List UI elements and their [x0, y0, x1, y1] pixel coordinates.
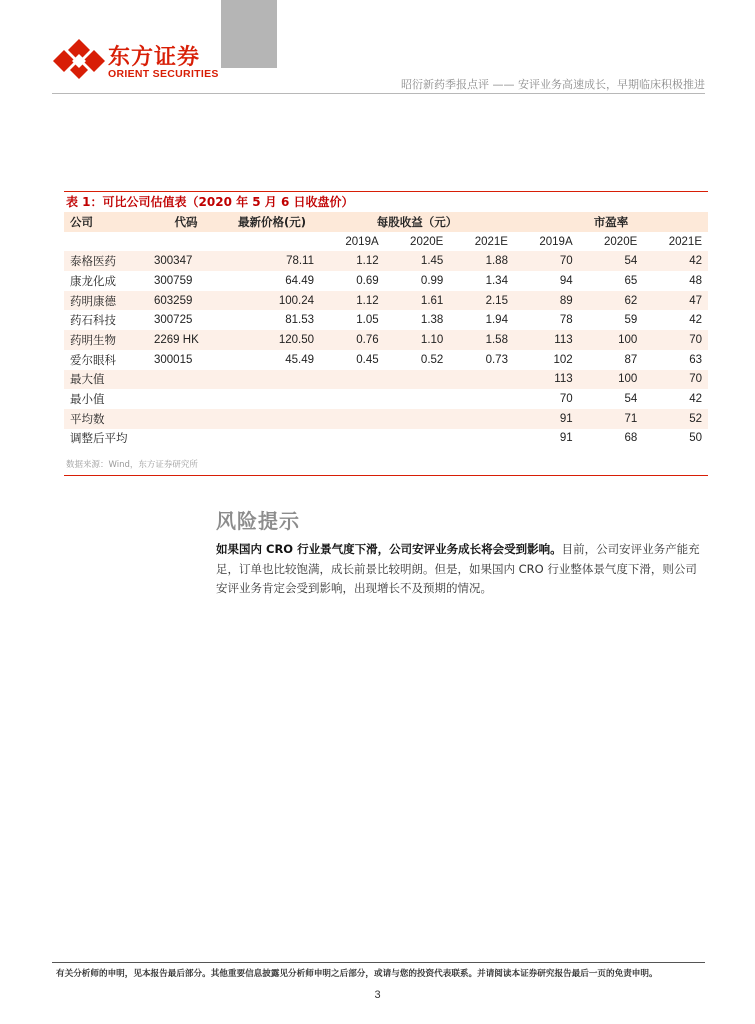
logo-text-en: ORIENT SECURITIES	[108, 68, 219, 80]
eps-cell: 1.88	[449, 251, 514, 271]
pe-cell: 78	[559, 314, 573, 327]
eps-cell: 0.99	[420, 274, 444, 287]
footer-divider	[52, 962, 705, 963]
price-cell: 78.11	[224, 251, 320, 271]
eps-cell: 0.69	[356, 274, 379, 287]
eps-cell: 1.10	[385, 330, 450, 350]
pe-cell: 48	[689, 274, 702, 287]
header-pe: 市盈率	[514, 212, 708, 232]
pe-cell: 42	[689, 314, 702, 327]
summary-label: 最小值	[70, 392, 105, 407]
pe-cell: 100	[579, 330, 644, 350]
table-header-row	[64, 212, 708, 232]
summary-pe-cell: 52	[643, 409, 708, 429]
eps-cell: 1.45	[385, 251, 450, 271]
pe-cell: 47	[643, 291, 708, 311]
stock-code-cell: 603259	[148, 291, 224, 311]
summary-pe-cell: 70	[559, 393, 573, 406]
pe-cell: 89	[514, 291, 579, 311]
eps-cell: 1.61	[385, 291, 450, 311]
summary-label: 调整后平均	[70, 431, 128, 446]
year-header: 2019A	[514, 232, 579, 252]
company-name-cell: 康龙化成	[70, 273, 116, 288]
report-subtitle: 昭衍新药季报点评 —— 安评业务高速成长，早期临床积极推进	[401, 78, 705, 91]
company-name-cell: 泰格医药	[64, 251, 148, 271]
summary-row	[64, 429, 708, 449]
pe-cell: 54	[579, 251, 644, 271]
pe-cell: 94	[559, 274, 573, 287]
summary-pe-cell: 113	[514, 370, 579, 390]
pe-cell: 113	[514, 330, 579, 350]
risk-paragraph	[216, 540, 708, 599]
risk-bold-lead: 如果国内 CRO 行业景气度下滑，公司安评业务成长将会受到影响。	[216, 542, 562, 556]
summary-pe-cell: 70	[643, 370, 708, 390]
eps-cell: 1.12	[320, 291, 385, 311]
pe-cell: 63	[689, 353, 702, 366]
header-divider	[52, 93, 705, 94]
eps-cell: 0.52	[420, 353, 444, 366]
summary-pe-cell: 50	[689, 432, 702, 445]
page-number: 3	[374, 989, 381, 1001]
eps-cell: 1.58	[449, 330, 514, 350]
table-bottom-rule	[64, 475, 708, 476]
stock-code-cell: 300725	[154, 314, 193, 327]
table-row	[64, 291, 708, 311]
pe-cell: 102	[553, 353, 573, 366]
company-name-cell: 药明康德	[64, 291, 148, 311]
table-row	[64, 330, 708, 350]
risk-text: 目前，公司安评业务产能充足，订单也比较饱满，成长前景比较明朗。但是，如果国内 CRO 行业整体景气度下滑，则公司安评业务肯定会受到影响，出现增长不及预期的情况。	[216, 542, 700, 595]
eps-cell: 1.05	[356, 314, 379, 327]
summary-pe-cell: 42	[689, 393, 702, 406]
stock-code-cell: 300015	[154, 353, 193, 366]
pe-cell: 62	[579, 291, 644, 311]
eps-cell: 2.15	[449, 291, 514, 311]
eps-cell: 0.45	[356, 353, 379, 366]
price-cell: 120.50	[224, 330, 320, 350]
eps-cell: 0.76	[320, 330, 385, 350]
summary-label: 平均数	[64, 409, 514, 429]
stock-code-cell: 300759	[154, 274, 193, 287]
company-name-cell: 药石科技	[70, 313, 116, 328]
summary-pe-cell: 71	[579, 409, 644, 429]
summary-row	[64, 389, 708, 409]
year-header: 2021E	[449, 232, 514, 252]
table-title: 表 1：可比公司估值表（2020 年 5 月 6 日收盘价）	[66, 195, 354, 209]
summary-row	[64, 409, 708, 429]
price-cell: 81.53	[285, 314, 314, 327]
pe-cell: 65	[624, 274, 638, 287]
header-gray-block	[221, 0, 277, 68]
summary-pe-cell: 91	[559, 432, 573, 445]
price-cell: 64.49	[285, 274, 314, 287]
pe-cell: 70	[514, 251, 579, 271]
table-row	[64, 350, 708, 370]
eps-cell: 1.12	[320, 251, 385, 271]
header-eps: 每股收益（元）	[320, 212, 514, 232]
logo-text-cn: 东方证券	[108, 45, 201, 70]
price-cell: 45.49	[285, 353, 314, 366]
header-company: 公司	[64, 212, 148, 232]
year-header: 2021E	[643, 232, 708, 252]
summary-row	[64, 370, 708, 390]
company-name-cell: 药明生物	[64, 330, 148, 350]
summary-pe-cell: 54	[624, 393, 638, 406]
table-row	[64, 271, 708, 291]
eps-cell: 0.73	[485, 353, 508, 366]
summary-pe-cell: 68	[624, 432, 638, 445]
year-header: 2019A	[320, 232, 385, 252]
summary-label: 最大值	[64, 370, 514, 390]
table-source: 数据来源：Wind，东方证券研究所	[66, 460, 198, 470]
stock-code-cell: 300347	[148, 251, 224, 271]
year-header: 2020E	[579, 232, 644, 252]
price-cell: 100.24	[224, 291, 320, 311]
stock-code-cell: 2269 HK	[148, 330, 224, 350]
orient-logo-icon	[52, 38, 106, 80]
valuation-table-block	[64, 191, 708, 448]
year-header: 2020E	[385, 232, 450, 252]
table-row	[64, 251, 708, 271]
company-name-cell: 爱尔眼科	[70, 352, 116, 367]
pe-cell: 87	[624, 353, 638, 366]
summary-pe-cell: 100	[579, 370, 644, 390]
pe-cell: 70	[643, 330, 708, 350]
risk-section-title: 风险提示	[216, 509, 300, 533]
header-code: 代码	[148, 212, 224, 232]
eps-cell: 1.34	[485, 274, 508, 287]
table-row	[64, 310, 708, 330]
eps-cell: 1.38	[420, 314, 444, 327]
footer-disclaimer: 有关分析师的申明，见本报告最后部分。其他重要信息披露见分析师申明之后部分，或请与您的投资代表联系。并请阅读本证券研究报告最后一页的免责申明。	[56, 969, 658, 979]
summary-pe-cell: 91	[514, 409, 579, 429]
table-year-row	[64, 232, 708, 252]
eps-cell: 1.94	[485, 314, 508, 327]
valuation-table	[64, 212, 708, 448]
pe-cell: 59	[624, 314, 638, 327]
pe-cell: 42	[643, 251, 708, 271]
header-price: 最新价格(元)	[224, 212, 320, 232]
